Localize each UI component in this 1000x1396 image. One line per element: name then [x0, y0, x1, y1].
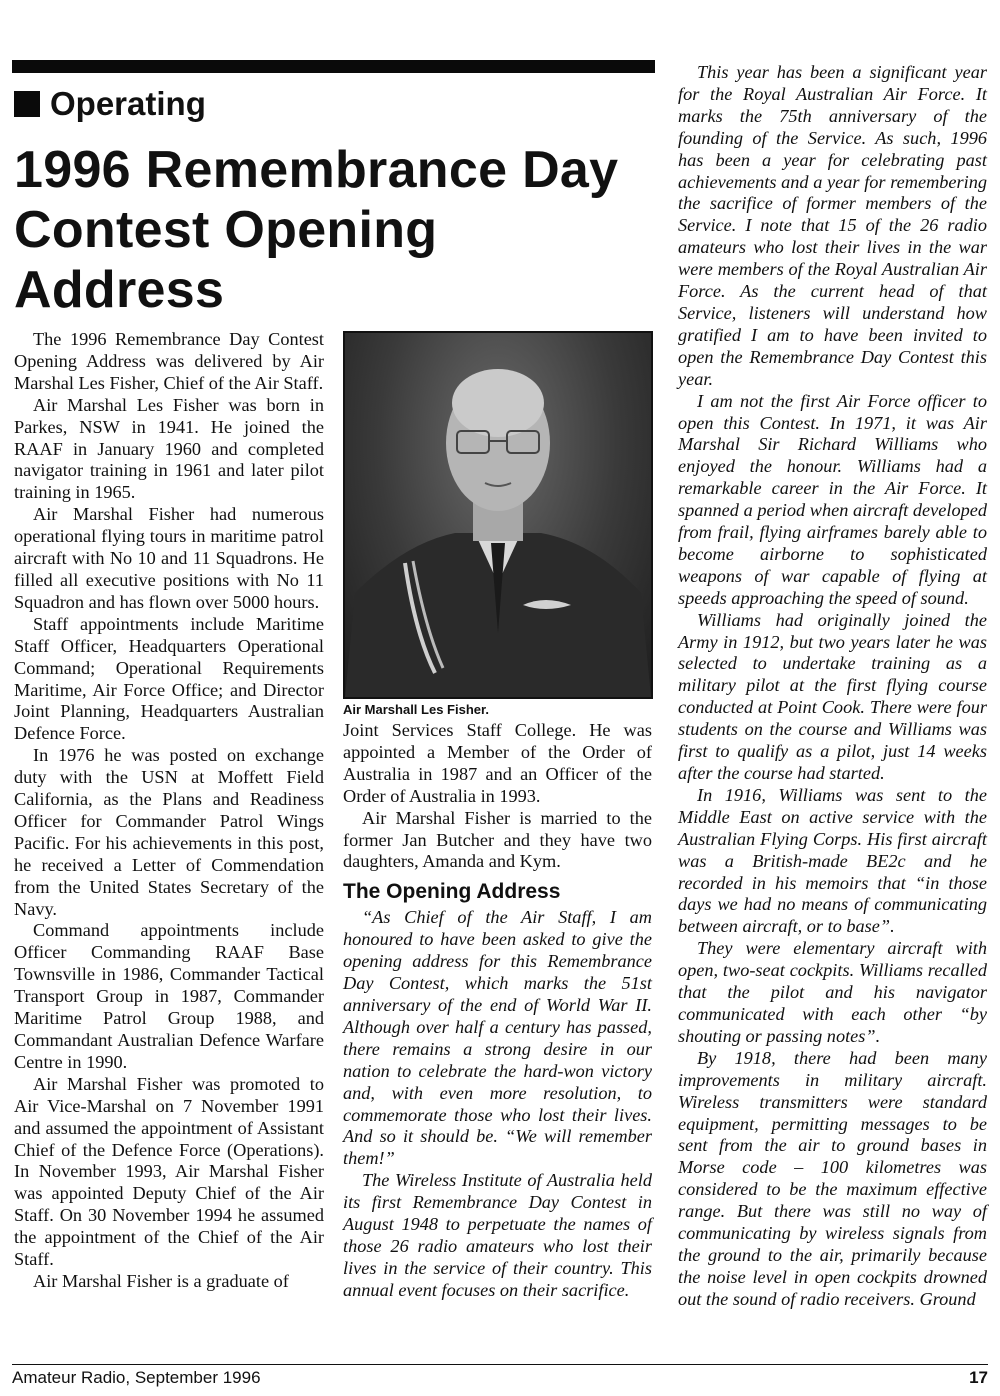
photo-caption: Air Marshall Les Fisher.: [343, 702, 489, 717]
paragraph: Air Marshal Fisher is married to the former Jan Butcher and they have two daughters, Amanda and Kym.: [343, 807, 652, 872]
paragraph: This year has been a significant year for the Royal Australian Air Force. It marks the 75th anniversary of the founding of the Service. As such, 1996 has been a year for celebrating past achievements and a year for remembering the sacrifice of former members of the Service. I note that 15 of the 26 radio amateurs who lost their lives in the war were members of the Royal Australian Air Force. As the current head of that Service, listeners will understand how gratified I am to have been invited to open the Remembrance Day Contest this year.: [678, 62, 987, 389]
column-1: [14, 329, 324, 1293]
paragraph: Command appointments include Officer Commanding RAAF Base Townsville in 1986, Commander Tactical Transport Group in 1987, Commander Maritime Patrol Group 1988, and Commandant Australian Defence Warfare Centre in 1990.: [14, 920, 324, 1072]
header-rule: [12, 60, 655, 73]
paragraph: Air Marshal Fisher is a graduate of: [33, 1270, 289, 1291]
paragraph: The Wireless Institute of Australia held its first Remembrance Day Contest in August 1948 to perpetuate the names of those 26 radio amateurs who lost their lives in the service of their country. This annual event focuses on their sacrifice.: [343, 1170, 652, 1300]
section-label: Operating: [50, 85, 206, 122]
section-heading: [14, 84, 206, 124]
column-2: [343, 720, 652, 1302]
portrait-photo: [343, 331, 653, 699]
column-3: [678, 62, 987, 1311]
page-number: 17: [969, 1368, 988, 1387]
paragraph: Staff appointments include Maritime Staff Officer, Headquarters Operational Command; Operational Requirements Maritime, Air Force Office; and Director Joint Planning, Headquarters Australian Defence Force.: [14, 613, 324, 744]
publication-footer: Amateur Radio, September 1996: [12, 1368, 261, 1387]
paragraph: In 1916, Williams was sent to the Middle East on active service with the Australian Flying Corps. His first aircraft was a British-made BE2c and he recorded in his memoirs that “in those days we had no means of communicating between aircraft, or to base”.: [678, 784, 987, 937]
paragraph: In 1976 he was posted on exchange duty with the USN at Moffett Field California, as the Plans and Readiness Officer for Commander Patrol Wings Pacific. For his achievements in this post, he received a Letter of Commendation from the United States Secretary of the Navy.: [14, 745, 324, 919]
paragraph: The 1996 Remembrance Day Contest Opening Address was delivered by Air Marshal Les Fisher, Chief of the Air Staff.: [14, 329, 324, 393]
paragraph: Air Marshal Les Fisher was born in Parkes, NSW in 1941. He joined the RAAF in January 1960 and completed navigator training in 1961 and later pilot training in 1965.: [14, 394, 324, 503]
paragraph: Joint Services Staff College. He was appointed a Member of the Order of Australia in 1987 and an Officer of the Order of Australia in 1993.: [343, 720, 652, 806]
paragraph: By 1918, there had been many improvements in military aircraft. Wireless transmitters were standard equipment, permitting messages to be sent from the air to ground bases in Morse code – 100 kilometres was considered to be the maximum effective range. But there was still no way of communicating by wireless signals from the ground to the air, primarily because the noise level in open cockpits drowned out the sound of radio receivers. Ground: [678, 1047, 987, 1309]
subheading: The Opening Address: [343, 880, 561, 904]
paragraph: I am not the first Air Force officer to open this Contest. In 1971, it was Air Marshal Sir Richard Williams who enjoyed the honour. Williams had a remarkable career in the Air Force. It spanned a period when aircraft developed from frail, flying airframes barely able to become airborne to sophisticated weapons of war capable of flying at speeds approaching the speed of sound.: [678, 390, 987, 608]
paragraph: They were elementary aircraft with open, two-seat cockpits. Williams recalled that the pilot and his navigator communicated with each other “by shouting or passing notes”.: [678, 938, 987, 1046]
paragraph: Air Marshal Fisher was promoted to Air Vice-Marshal on 7 November 1991 and assumed the appointment of Assistant Chief of the Defence Force (Operations). In November 1993, Air Marshal Fisher was appointed Deputy Chief of the Air Staff. On 30 November 1994 he assumed the appointment of the Chief of the Air Staff.: [14, 1073, 324, 1270]
paragraph: Air Marshal Fisher had numerous operational flying tours in maritime patrol aircraft with No 10 and 11 Squadrons. He filled all executive positions with No 11 Squadron and has flown over 5000 hours.: [14, 504, 324, 612]
paragraph: Williams had originally joined the Army in 1912, but two years later he was selected to undertake training as a military pilot at the first flying course conducted at Point Cook. There were four students on the course and Williams was first to qualify as a pilot, just 14 weeks after the course had started.: [678, 609, 987, 783]
paragraph: “As Chief of the Air Staff, I am honoured to have been asked to give the opening address for this Remembrance Day Contest, which marks the 51st anniversary of the end of World War II. Although over half a century has passed, there remains a strong desire in our nation to celebrate the hard-won victory and, with even more resolution, to commemorate those who lost their lives. And so it should be. “We will remember them!”: [343, 907, 652, 1169]
article-title: 1996 Remembrance Day Contest Opening Address: [14, 141, 619, 319]
quote-block: [343, 907, 652, 1301]
square-bullet-icon: [14, 91, 40, 117]
footer-rule: [12, 1364, 988, 1365]
portrait-illustration: [345, 333, 651, 697]
